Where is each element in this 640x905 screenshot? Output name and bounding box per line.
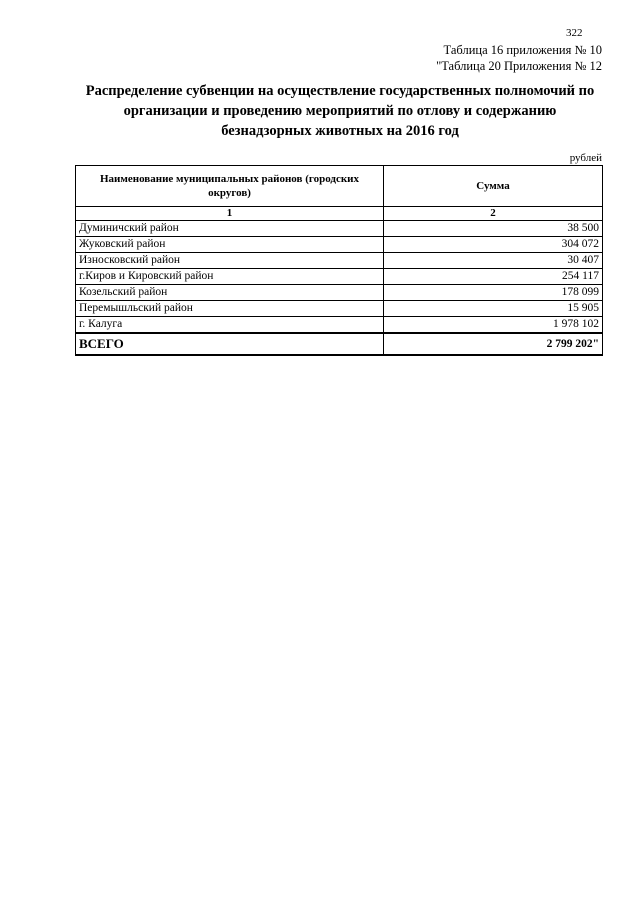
document-title: Распределение субвенции на осуществление государственных полномочий по организации и проведению мероприятий по отлову и содержанию безнадзорных животных на 2016 год xyxy=(85,83,595,139)
total-row xyxy=(76,333,603,355)
appendix-line-1: Таблица 16 приложения № 10 xyxy=(443,43,602,57)
header-name-cell: Наименование муниципальных районов (городских округов) xyxy=(76,166,384,207)
district-name: Износковский район xyxy=(76,253,384,269)
district-sum: 38 500 xyxy=(384,221,603,237)
table-row xyxy=(76,269,603,285)
column-number-2: 2 xyxy=(384,207,603,221)
table-header-row xyxy=(76,166,603,207)
district-name: Перемышльский район xyxy=(76,301,384,317)
total-label: ВСЕГО xyxy=(76,333,384,355)
appendix-reference xyxy=(436,42,602,74)
district-sum: 178 099 xyxy=(384,285,603,301)
subvention-table xyxy=(75,165,603,356)
column-numbers-row xyxy=(76,207,603,221)
table-row xyxy=(76,221,603,237)
page-number: 322 xyxy=(566,27,583,39)
district-sum: 254 117 xyxy=(384,269,603,285)
table-row xyxy=(76,237,603,253)
units-label: рублей xyxy=(569,152,602,164)
district-sum: 15 905 xyxy=(384,301,603,317)
district-sum: 304 072 xyxy=(384,237,603,253)
district-name: Думиничский район xyxy=(76,221,384,237)
district-name: Козельский район xyxy=(76,285,384,301)
appendix-line-2: "Таблица 20 Приложения № 12 xyxy=(436,59,602,73)
district-name: г.Киров и Кировский район xyxy=(76,269,384,285)
table-row xyxy=(76,301,603,317)
district-name: Жуковский район xyxy=(76,237,384,253)
total-sum: 2 799 202" xyxy=(384,333,603,355)
column-number-1: 1 xyxy=(76,207,384,221)
district-sum: 30 407 xyxy=(384,253,603,269)
district-sum: 1 978 102 xyxy=(384,317,603,334)
district-name: г. Калуга xyxy=(76,317,384,334)
table-row xyxy=(76,285,603,301)
table-row xyxy=(76,253,603,269)
table-row xyxy=(76,317,603,334)
header-sum-cell: Сумма xyxy=(384,166,603,207)
